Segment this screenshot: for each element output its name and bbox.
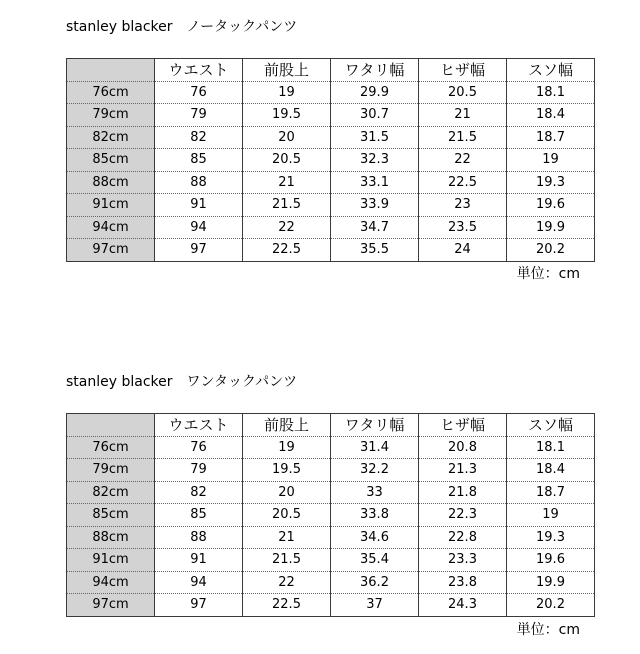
table-cell: 20.5 <box>243 504 331 527</box>
section-title: stanley blacker ワンタックパンツ <box>66 374 298 390</box>
size-label-cell: 76cm <box>67 436 155 459</box>
table-cell: 33.8 <box>331 504 419 527</box>
size-label-cell: 91cm <box>67 194 155 217</box>
table-cell: 22 <box>243 571 331 594</box>
size-table <box>66 413 595 617</box>
table-cell: 33 <box>331 481 419 504</box>
size-label-cell: 94cm <box>67 571 155 594</box>
table-cell: 23 <box>419 194 507 217</box>
table-cell: 24.3 <box>419 594 507 617</box>
table-cell: 23.5 <box>419 216 507 239</box>
table-row <box>67 194 595 217</box>
size-label-cell: 94cm <box>67 216 155 239</box>
table-cell: 23.3 <box>419 549 507 572</box>
table-cell: 19.5 <box>243 459 331 482</box>
size-label-cell: 88cm <box>67 526 155 549</box>
table-cell: 22.8 <box>419 526 507 549</box>
table-cell: 79 <box>155 459 243 482</box>
table-cell: 85 <box>155 504 243 527</box>
table-cell: 21 <box>243 526 331 549</box>
table-cell: 23.8 <box>419 571 507 594</box>
table-cell: 24 <box>419 239 507 262</box>
table-cell: 29.9 <box>331 81 419 104</box>
table-cell: 91 <box>155 549 243 572</box>
table-cell: 22.5 <box>419 171 507 194</box>
table-row <box>67 481 595 504</box>
table-cell: 97 <box>155 594 243 617</box>
table-cell: 22 <box>419 149 507 172</box>
table-cell: 33.9 <box>331 194 419 217</box>
table-cell: 20.8 <box>419 436 507 459</box>
table-row <box>67 594 595 617</box>
table-cell: 34.7 <box>331 216 419 239</box>
table-row <box>67 126 595 149</box>
size-label-cell: 85cm <box>67 149 155 172</box>
table-cell: 19.9 <box>507 571 595 594</box>
header-front-rise: 前股上 <box>243 414 331 437</box>
table-cell: 94 <box>155 216 243 239</box>
header-waist: ウエスト <box>155 59 243 82</box>
table-cell: 37 <box>331 594 419 617</box>
table-cell: 91 <box>155 194 243 217</box>
table-cell: 82 <box>155 126 243 149</box>
table-cell: 19.9 <box>507 216 595 239</box>
table-cell: 32.3 <box>331 149 419 172</box>
table-cell: 21.8 <box>419 481 507 504</box>
size-label-cell: 82cm <box>67 126 155 149</box>
table-cell: 33.1 <box>331 171 419 194</box>
header-row <box>67 59 595 82</box>
table-row <box>67 81 595 104</box>
table-cell: 19.6 <box>507 194 595 217</box>
table-cell: 20.2 <box>507 239 595 262</box>
table-cell: 82 <box>155 481 243 504</box>
table-cell: 19 <box>243 81 331 104</box>
size-label-cell: 82cm <box>67 481 155 504</box>
table-cell: 97 <box>155 239 243 262</box>
table-cell: 30.7 <box>331 104 419 127</box>
table-cell: 20.5 <box>419 81 507 104</box>
table-row <box>67 104 595 127</box>
corner-cell <box>67 59 155 82</box>
table-row <box>67 216 595 239</box>
header-row <box>67 414 595 437</box>
table-cell: 19.3 <box>507 171 595 194</box>
table-row <box>67 436 595 459</box>
size-label-cell: 76cm <box>67 81 155 104</box>
table-cell: 36.2 <box>331 571 419 594</box>
header-knee-width: ヒザ幅 <box>419 414 507 437</box>
header-knee-width: ヒザ幅 <box>419 59 507 82</box>
table-cell: 79 <box>155 104 243 127</box>
table-cell: 18.1 <box>507 81 595 104</box>
table-cell: 76 <box>155 436 243 459</box>
table-cell: 19.6 <box>507 549 595 572</box>
header-waist: ウエスト <box>155 414 243 437</box>
table-cell: 31.5 <box>331 126 419 149</box>
header-front-rise: 前股上 <box>243 59 331 82</box>
table-cell: 21.5 <box>243 549 331 572</box>
table-row <box>67 504 595 527</box>
table-cell: 19.5 <box>243 104 331 127</box>
size-label-cell: 79cm <box>67 104 155 127</box>
table-row <box>67 571 595 594</box>
table-row <box>67 239 595 262</box>
table-cell: 31.4 <box>331 436 419 459</box>
table-cell: 19 <box>243 436 331 459</box>
table-cell: 21.5 <box>243 194 331 217</box>
table-cell: 20.2 <box>507 594 595 617</box>
header-hem-width: スソ幅 <box>507 59 595 82</box>
section-title: stanley blacker ノータックパンツ <box>66 19 298 35</box>
table-cell: 22.5 <box>243 594 331 617</box>
table-cell: 21.5 <box>419 126 507 149</box>
size-table <box>66 58 595 262</box>
corner-cell <box>67 414 155 437</box>
table-cell: 18.7 <box>507 481 595 504</box>
table-cell: 88 <box>155 526 243 549</box>
table-cell: 20.5 <box>243 149 331 172</box>
table-cell: 19 <box>507 504 595 527</box>
table-cell: 18.4 <box>507 459 595 482</box>
table-cell: 32.2 <box>331 459 419 482</box>
size-label-cell: 91cm <box>67 549 155 572</box>
table-cell: 22.3 <box>419 504 507 527</box>
table-row <box>67 149 595 172</box>
table-cell: 94 <box>155 571 243 594</box>
table-cell: 34.6 <box>331 526 419 549</box>
table-cell: 22.5 <box>243 239 331 262</box>
table-cell: 20 <box>243 481 331 504</box>
table-cell: 18.1 <box>507 436 595 459</box>
table-cell: 21 <box>243 171 331 194</box>
header-thigh-width: ワタリ幅 <box>331 59 419 82</box>
unit-label: 単位：cm <box>516 266 580 282</box>
table-row <box>67 526 595 549</box>
table-cell: 18.7 <box>507 126 595 149</box>
table-cell: 20 <box>243 126 331 149</box>
header-hem-width: スソ幅 <box>507 414 595 437</box>
size-label-cell: 85cm <box>67 504 155 527</box>
table-cell: 22 <box>243 216 331 239</box>
unit-label: 単位：cm <box>516 622 580 638</box>
table-row <box>67 171 595 194</box>
table-cell: 21.3 <box>419 459 507 482</box>
table-cell: 88 <box>155 171 243 194</box>
table-row <box>67 459 595 482</box>
table-cell: 35.5 <box>331 239 419 262</box>
size-label-cell: 97cm <box>67 594 155 617</box>
table-row <box>67 549 595 572</box>
table-cell: 18.4 <box>507 104 595 127</box>
header-thigh-width: ワタリ幅 <box>331 414 419 437</box>
size-label-cell: 97cm <box>67 239 155 262</box>
table-cell: 35.4 <box>331 549 419 572</box>
table-cell: 85 <box>155 149 243 172</box>
size-label-cell: 79cm <box>67 459 155 482</box>
table-cell: 19 <box>507 149 595 172</box>
table-cell: 76 <box>155 81 243 104</box>
table-cell: 19.3 <box>507 526 595 549</box>
size-label-cell: 88cm <box>67 171 155 194</box>
table-cell: 21 <box>419 104 507 127</box>
